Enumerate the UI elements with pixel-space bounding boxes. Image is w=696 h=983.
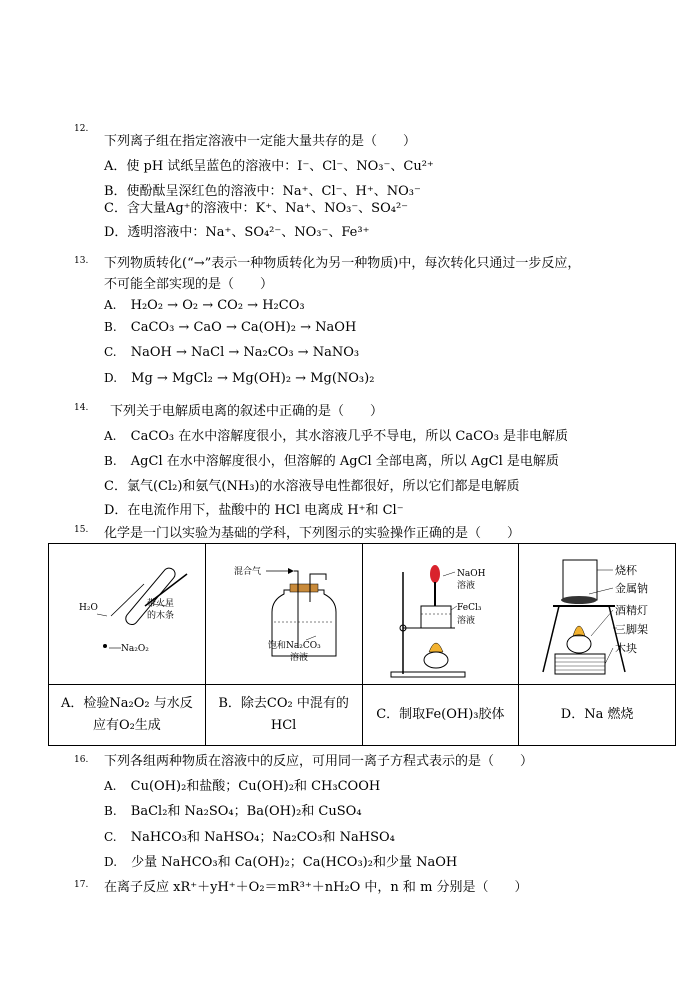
q13-option-b bbox=[104, 320, 356, 335]
label-beaker: 烧杯 bbox=[615, 564, 638, 577]
q13-stem-line2: 不可能全部实现的是（ ） bbox=[104, 277, 274, 292]
option-text: BaCl₂和 Na₂SO₄；Ba(OH)₂和 CuSO₄ bbox=[130, 804, 362, 819]
label-solution: 溶液 bbox=[289, 653, 308, 663]
q16-option-a bbox=[104, 775, 380, 794]
q12-option-a: A．使 pH 试纸呈蓝色的溶液中：I⁻、Cl⁻、NO₃⁻、Cu²⁺ bbox=[104, 159, 434, 174]
caption-b-line2: HCl bbox=[270, 718, 297, 733]
option-letter: B. bbox=[104, 804, 117, 818]
q14-option-d: D．在电流作用下，盐酸中的 HCl 电离成 H⁺和 Cl⁻ bbox=[104, 503, 404, 518]
q16-option-c bbox=[104, 826, 395, 845]
caption-a-line2: 应有O₂生成 bbox=[92, 718, 161, 733]
caption-a bbox=[49, 685, 206, 746]
q12-number: 12. bbox=[74, 124, 89, 134]
q16-option-b bbox=[104, 800, 362, 819]
option-text: NaHCO₃和 NaHSO₄；Na₂CO₃和 NaHSO₄ bbox=[130, 830, 395, 845]
q13-number: 13. bbox=[74, 256, 89, 266]
figure-b-gas-washing-bottle bbox=[206, 544, 363, 684]
option-text: 少量 NaHCO₃和 Ca(OH)₂；Ca(HCO₃)₂和少量 NaOH bbox=[131, 855, 458, 870]
q15-stem: 化学是一门以实验为基础的学科，下列图示的实验操作正确的是（ ） bbox=[104, 526, 521, 541]
q14-stem: 下列关于电解质电离的叙述中正确的是（ ） bbox=[110, 404, 384, 419]
q14-number: 14. bbox=[74, 403, 89, 413]
caption-c bbox=[362, 685, 519, 746]
caption-a-line1: A．检验Na₂O₂ 与水反 bbox=[61, 696, 193, 711]
q13-stem-line1: 下列物质转化(“→”表示一种物质转化为另一种物质)中，每次转化只通过一步反应， bbox=[104, 256, 581, 271]
experiment-table bbox=[48, 543, 676, 746]
label-na2o2: Na₂O₂ bbox=[121, 644, 149, 654]
figure-b-cell bbox=[205, 544, 362, 685]
label-h2o: H₂O bbox=[79, 603, 98, 613]
figure-c-cell bbox=[362, 544, 519, 685]
q14-option-a bbox=[104, 425, 568, 444]
caption-b bbox=[205, 685, 362, 746]
option-text: AgCl 在水中溶解度很小，但溶解的 AgCl 全部电离，所以 AgCl 是电解质 bbox=[130, 454, 559, 469]
q14-option-c: C．氯气(Cl₂)和氨气(NH₃)的水溶液导电性都很好，所以它们都是电解质 bbox=[104, 479, 520, 494]
q13-option-a bbox=[104, 298, 305, 313]
figure-c-heating-setup bbox=[363, 544, 520, 684]
label-wood-block: 木块 bbox=[615, 642, 638, 655]
option-letter: A. bbox=[104, 429, 117, 443]
q15-number: 15. bbox=[74, 525, 89, 535]
figure-d-sodium-burning bbox=[519, 544, 676, 684]
option-text: CaCO₃ → CaO → Ca(OH)₂ → NaOH bbox=[130, 320, 357, 335]
option-letter: C. bbox=[104, 830, 117, 844]
option-text: NaOH → NaCl → Na₂CO₃ → NaNO₃ bbox=[130, 345, 360, 360]
label-alcohol-lamp: 酒精灯 bbox=[615, 604, 649, 617]
figure-d-cell bbox=[519, 544, 676, 685]
q16-stem: 下列各组两种物质在溶液中的反应，可用同一离子方程式表示的是（ ） bbox=[104, 754, 534, 769]
option-letter: B. bbox=[104, 454, 117, 468]
q12-option-b: B．使酚酞呈深红色的溶液中：Na⁺、Cl⁻、H⁺、NO₃⁻ bbox=[104, 184, 421, 199]
q16-number: 16. bbox=[74, 755, 89, 765]
caption-b-line1: B．除去CO₂ 中混有的 bbox=[218, 696, 349, 711]
caption-c-text: C．制取Fe(OH)₃胶体 bbox=[376, 707, 505, 722]
option-letter: C. bbox=[104, 345, 117, 359]
option-text: CaCO₃ 在水中溶解度很小，其水溶液几乎不导电，所以 CaCO₃ 是非电解质 bbox=[130, 429, 569, 444]
label-fecl3: FeCl₃ bbox=[456, 603, 481, 613]
q17-number: 17. bbox=[74, 880, 89, 890]
option-text: Mg → MgCl₂ → Mg(OH)₂ → Mg(NO₃)₂ bbox=[131, 371, 375, 386]
caption-d bbox=[519, 685, 676, 746]
option-letter: A. bbox=[104, 779, 117, 793]
figure-a-test-tube bbox=[49, 544, 206, 684]
label-sodium-metal: 金属钠 bbox=[615, 582, 649, 595]
label-fecl3-solution: 溶液 bbox=[456, 616, 475, 626]
label-saturated-na2co3: 饱和Na₂CO₃ bbox=[267, 641, 321, 651]
option-letter: D. bbox=[104, 371, 118, 385]
q12-stem: 下列离子组在指定溶液中一定能大量共存的是（ ） bbox=[104, 134, 417, 149]
option-text: Cu(OH)₂和盐酸；Cu(OH)₂和 CH₃COOH bbox=[130, 779, 381, 794]
label-naoh: NaOH bbox=[456, 569, 485, 579]
q13-option-c bbox=[104, 345, 359, 360]
q17-stem: 在离子反应 xR⁺＋yH⁺＋O₂＝mR³⁺＋nH₂O 中，n 和 m 分别是（ ） bbox=[104, 880, 528, 895]
option-text: H₂O₂ → O₂ → CO₂ → H₂CO₃ bbox=[130, 298, 305, 313]
figure-a-cell bbox=[49, 544, 206, 685]
label-naoh-solution: 溶液 bbox=[456, 581, 475, 591]
label-splint-2: 的木条 bbox=[147, 611, 175, 621]
caption-d-text: D．Na 燃烧 bbox=[560, 707, 634, 722]
q12-option-d: D．透明溶液中：Na⁺、SO₄²⁻、NO₃⁻、Fe³⁺ bbox=[104, 225, 370, 240]
label-splint-1: 带火星 bbox=[147, 599, 175, 609]
option-letter: A. bbox=[104, 298, 117, 312]
option-letter: B. bbox=[104, 320, 117, 334]
q16-option-d bbox=[104, 851, 457, 870]
q14-option-b bbox=[104, 450, 559, 469]
q12-option-c: C．含大量Ag⁺的溶液中：K⁺、Na⁺、NO₃⁻、SO₄²⁻ bbox=[104, 201, 409, 216]
q13-option-d bbox=[104, 371, 374, 386]
label-tripod: 三脚架 bbox=[615, 623, 649, 636]
option-letter: D. bbox=[104, 855, 118, 869]
label-mixed-gas: 混合气 bbox=[233, 567, 261, 577]
